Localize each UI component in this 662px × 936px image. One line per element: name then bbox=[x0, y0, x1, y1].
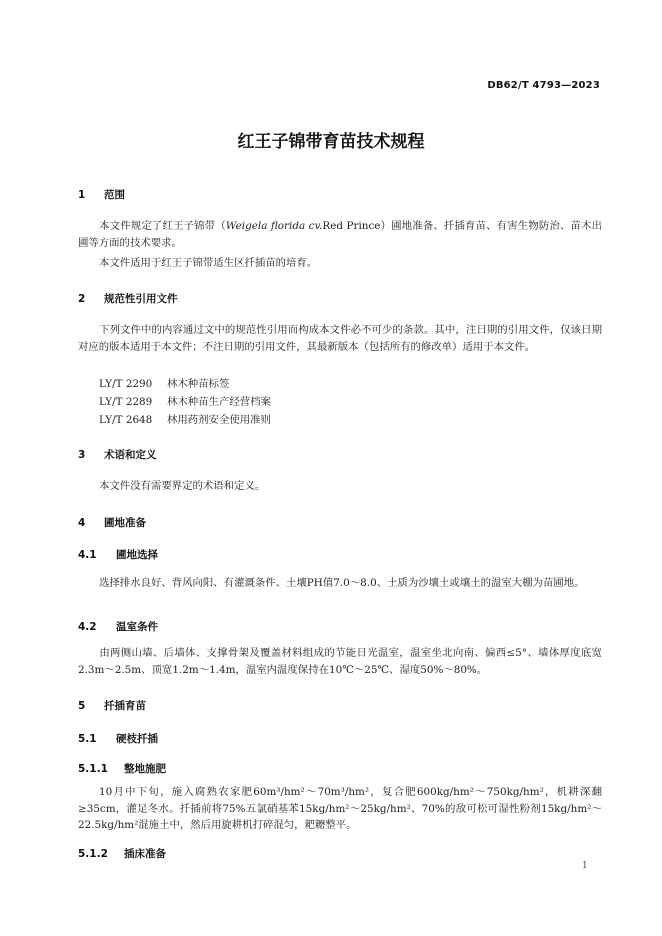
section-number: 4.2 bbox=[78, 621, 97, 633]
reference-item bbox=[99, 393, 271, 408]
paragraph-soil-fertilization: 10月中下旬，施入腐熟农家肥60m³/hm²～70m³/hm²，复合肥600kg/hm²～750kg/hm²，机耕深翻≥35cm，灌足冬水。扦插前将75%五氯硝基苯15kg/hm²～25kg/hm²、70%的敌可松可湿性粉剂15kg/hm²～22.5kg/hm²混施土中，然后用旋耕机打碎混匀，耙耱整平。 bbox=[78, 786, 602, 831]
reference-code: LY/T 2648 bbox=[99, 414, 153, 426]
section-title: 圃地准备 bbox=[104, 517, 146, 529]
section-heading-4 bbox=[78, 515, 146, 530]
section-number: 3 bbox=[78, 449, 86, 461]
section-heading-2 bbox=[78, 291, 178, 306]
section-heading-5-1-1 bbox=[78, 761, 166, 776]
section-heading-3 bbox=[78, 447, 157, 462]
section-title: 范围 bbox=[104, 189, 125, 201]
reference-code: LY/T 2289 bbox=[99, 396, 153, 408]
section-heading-4-2 bbox=[78, 619, 158, 634]
reference-title: 林木种苗生产经营档案 bbox=[167, 396, 271, 408]
section-heading-1 bbox=[78, 187, 125, 202]
section-number: 4.1 bbox=[78, 549, 97, 561]
section-heading-5 bbox=[78, 698, 146, 713]
paragraph-nursery-selection: 选择排水良好、背风向阳、有灌溉条件、土壤PH值7.0～8.0、土质为沙壤土或壤土的温室大棚为苗圃地。 bbox=[99, 577, 585, 589]
section-title: 硬枝扦插 bbox=[116, 733, 158, 745]
paragraph-scope-applicability: 本文件适用于红王子锦带适生区扦插苗的培育。 bbox=[99, 257, 318, 269]
section-title: 温室条件 bbox=[116, 621, 158, 633]
section-number: 5.1 bbox=[78, 733, 97, 745]
section-title: 术语和定义 bbox=[104, 449, 157, 461]
reference-item bbox=[99, 375, 229, 390]
section-number: 5 bbox=[78, 700, 86, 712]
section-title: 扦插育苗 bbox=[104, 700, 146, 712]
section-title: 圃地选择 bbox=[116, 549, 158, 561]
page-number: 1 bbox=[582, 861, 588, 871]
reference-title: 林木种苗标签 bbox=[167, 378, 230, 390]
reference-code: LY/T 2290 bbox=[99, 378, 153, 390]
section-number: 1 bbox=[78, 189, 86, 201]
section-heading-5-1 bbox=[78, 731, 158, 746]
section-number: 5.1.1 bbox=[78, 763, 108, 775]
paragraph-normative-references: 下列文件中的内容通过文中的规范性引用而构成本文件必不可少的条款。其中，注日期的引用文件，仅该日期对应的版本适用于本文件；不注日期的引用文件，其最新版本（包括所有的修改单）适用于本文件。 bbox=[78, 324, 602, 353]
paragraph-terms: 本文件没有需要界定的术语和定义。 bbox=[99, 480, 266, 492]
paragraph-scope: 本文件规定了红王子锦带（Weigela florida cv.Red Prince）圃地准备、扦插育苗、有害生物防治、苗木出圃等方面的技术要求。 bbox=[78, 220, 603, 249]
document-code: DB62/T 4793—2023 bbox=[487, 80, 600, 91]
section-title: 插床准备 bbox=[124, 848, 166, 860]
section-number: 5.1.2 bbox=[78, 848, 108, 860]
reference-item bbox=[99, 411, 271, 426]
section-heading-4-1 bbox=[78, 547, 158, 562]
section-number: 4 bbox=[78, 517, 86, 529]
latin-name: Weigela florida cv. bbox=[225, 220, 323, 232]
section-heading-5-1-2 bbox=[78, 846, 166, 861]
section-number: 2 bbox=[78, 293, 86, 305]
section-title: 整地施肥 bbox=[124, 763, 166, 775]
document-title: 红王子锦带育苗技术规程 bbox=[237, 132, 425, 152]
paragraph-greenhouse-conditions: 由两侧山墙、后墙体、支撑骨架及覆盖材料组成的节能日光温室，温室坐北向南、偏西≤5°、墙体厚度底宽2.3m～2.5m、顶宽1.2m～1.4m，温室内温度保持在10℃～25℃、湿度50%～80%。 bbox=[78, 647, 602, 676]
section-title: 规范性引用文件 bbox=[104, 293, 178, 305]
reference-title: 林用药剂安全使用准则 bbox=[167, 414, 271, 426]
